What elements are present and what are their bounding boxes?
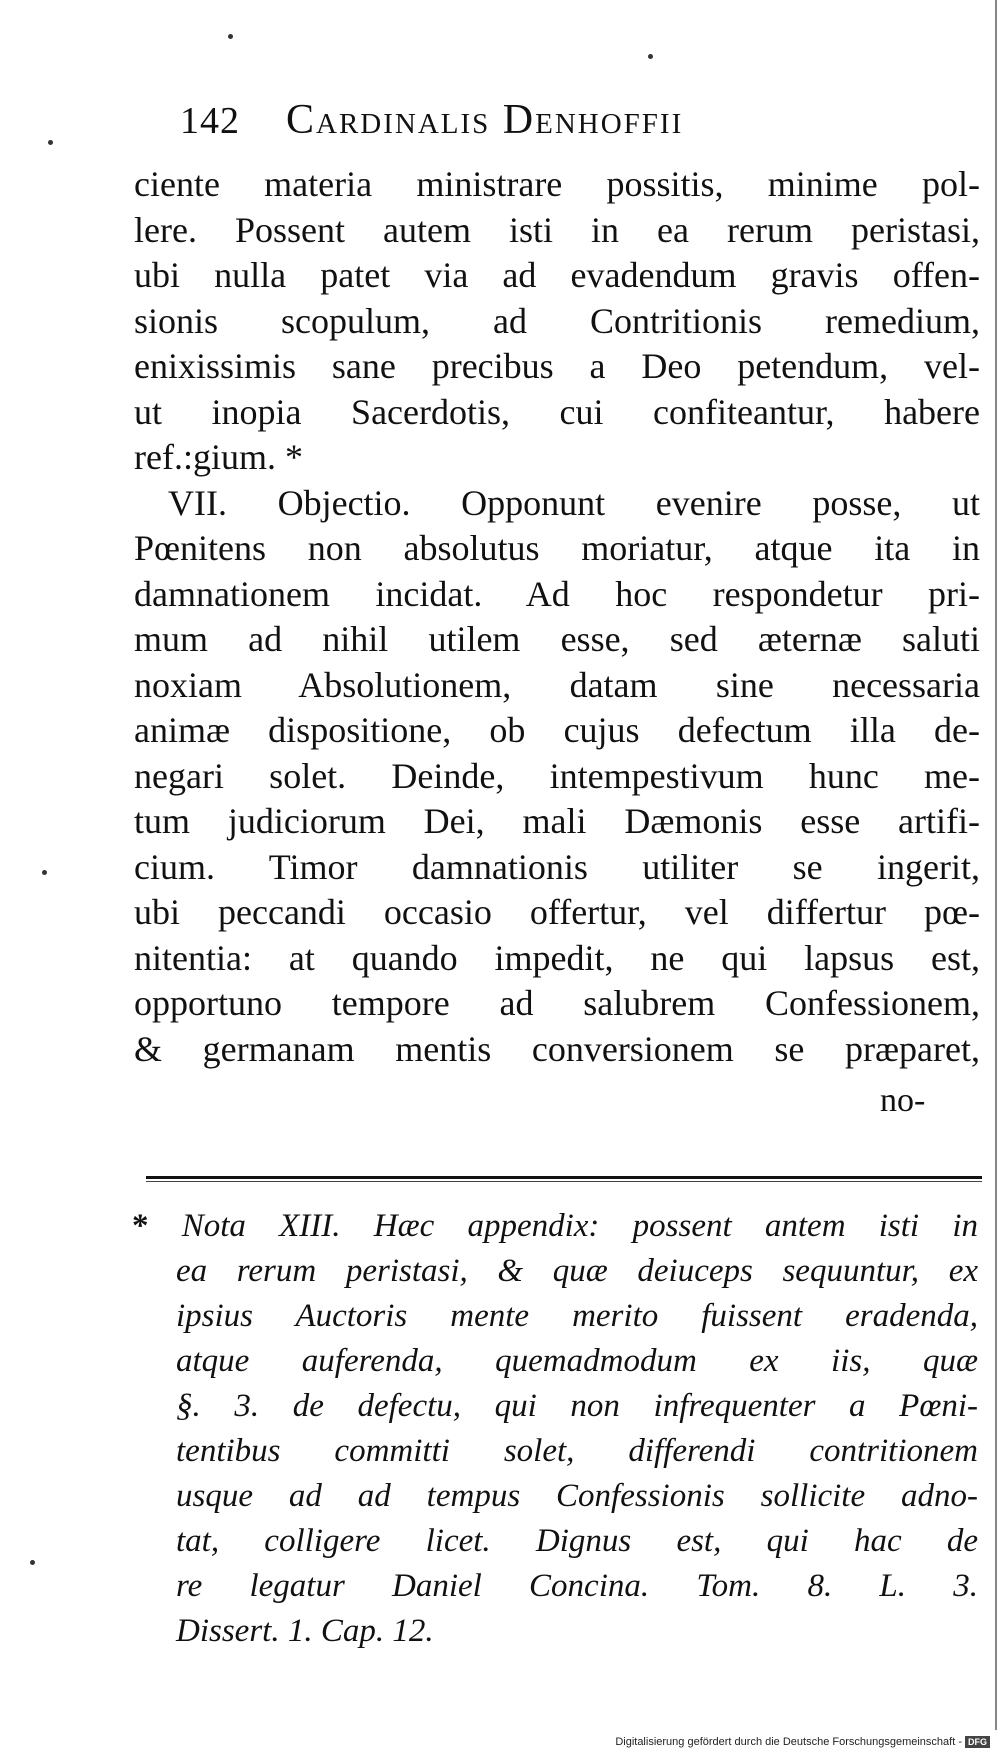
text-line: damnationem incidat. Ad hoc respondetur pri-: [134, 573, 980, 614]
running-head-title: Cardinalis Denhoffii: [286, 97, 684, 143]
running-header: [180, 96, 920, 156]
scan-speck: [228, 34, 233, 39]
text-line: cium. Timor damnationis utiliter se ingerit,: [134, 846, 980, 887]
text-line: mum ad nihil utilem esse, sed æternæ saluti: [134, 619, 980, 659]
dfg-logo: DFG: [965, 1736, 990, 1748]
footnote-line: tat, colligere licet. Dignus est, qui hac de: [176, 1523, 978, 1559]
text-line: enixissimis sane precibus a Deo petendum, vel-: [134, 346, 980, 386]
text-line: VII. Objectio. Opponunt evenire posse, ut: [168, 482, 980, 523]
page-edge-shadow: [995, 0, 997, 1730]
scan-speck: [648, 54, 653, 59]
text-line: Pœnitens non absolutus moriatur, atque ita in: [134, 528, 980, 568]
scan-speck: [48, 140, 53, 145]
footnote-mark: *: [132, 1208, 149, 1244]
text-line: animæ dispositione, ob cujus defectum illa de-: [134, 710, 980, 750]
scan-speck: [42, 870, 47, 875]
page-number: 142: [180, 100, 240, 142]
footnote-line: re legatur Daniel Concina. Tom. 8. L. 3.: [176, 1568, 978, 1604]
footnote-block: [132, 1204, 978, 1654]
footnote-line: atque auferenda, quemadmodum ex iis, quæ: [176, 1343, 978, 1379]
footnote-line-text: Nota XIII. Hæc appendix: possent antem isti in: [181, 1208, 978, 1244]
text-line: tum judiciorum Dei, mali Dæmonis esse artifi-: [134, 801, 980, 841]
credit-text: Digitalisierung gefördert durch die Deutsche Forschungsgemeinschaft -: [615, 1735, 962, 1748]
text-line: noxiam Absolutionem, datam sine necessaria: [134, 664, 980, 705]
text-line: lere. Possent autem isti in ea rerum peristasi,: [134, 209, 980, 250]
text-line: ciente materia ministrare possitis, minime pol-: [134, 164, 980, 204]
footnote-line: ea rerum peristasi, & quæ deiuceps sequuntur, ex: [176, 1253, 978, 1289]
footnote-rule: [146, 1176, 982, 1182]
scan-speck: [30, 1560, 35, 1565]
footnote-line: Dissert. 1. Cap. 12.: [176, 1613, 434, 1649]
catchword: no-: [880, 1082, 926, 1119]
text-line: negari solet. Deinde, intempestivum hunc me-: [134, 755, 980, 796]
text-line: ubi nulla patet via ad evadendum gravis offen-: [134, 255, 980, 295]
text-line: sionis scopulum, ad Contritionis remedium,: [134, 300, 980, 341]
text-line: & germanam mentis conversionem se præparet,: [134, 1028, 980, 1069]
text-line: ut inopia Sacerdotis, cui confiteantur, habere: [134, 391, 980, 432]
text-line: ubi peccandi occasio offertur, vel differtur pœ-: [134, 892, 980, 932]
text-line: opportuno tempore ad salubrem Confessionem,: [134, 983, 980, 1023]
footnote-line: ipsius Auctoris mente merito fuissent eradenda,: [176, 1298, 978, 1334]
footnote-line: tentibus committi solet, differendi contritionem: [176, 1433, 978, 1469]
footnote-line: usque ad ad tempus Confessionis sollicite adno-: [176, 1478, 978, 1514]
text-line: nitentia: at quando impedit, ne qui lapsus est,: [134, 937, 980, 978]
main-text-block: [134, 162, 980, 1072]
footnote-line: §. 3. de defectu, qui non infrequenter a Pœni-: [176, 1388, 978, 1424]
text-line: ref.:gium. *: [134, 437, 303, 477]
digitization-credit: [615, 1736, 990, 1748]
footnote-line: [132, 1204, 978, 1249]
